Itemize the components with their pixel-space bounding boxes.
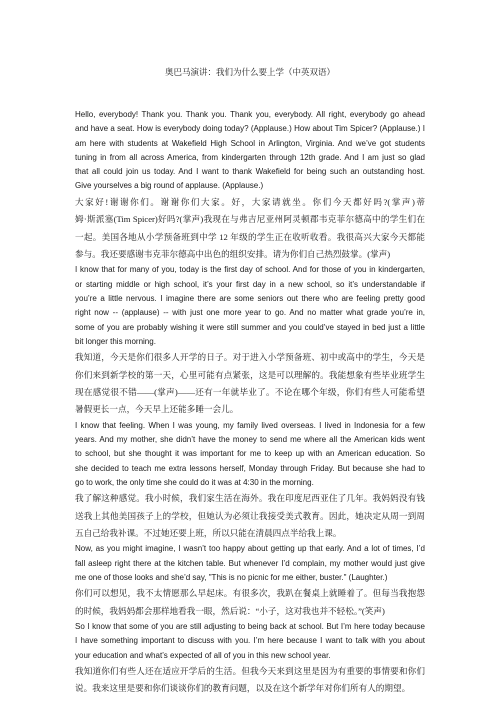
text-line: 大家好!谢谢你们。谢谢你们大家。好，大家请就坐。你们今天都好吗?(掌声)蒂 xyxy=(75,196,425,207)
chinese-paragraph xyxy=(75,194,425,264)
text-line: 我了解这种感觉。我小时候，我们家生活在海外。我在印度尼西亚住了几年。我妈妈没有钱 xyxy=(75,493,425,504)
text-line: years. And my mother, she didn’t have the money to send me where all the American kids went xyxy=(75,434,425,444)
text-line: 姆·斯派塞(Tim Spicer)好吗?(掌声)我现在与弗吉尼亚州阿灵顿郡韦克菲尔德高中的学生们在 xyxy=(75,214,425,225)
text-line: I have something important to discuss with you. I’m here because I want to talk with you about xyxy=(75,636,425,646)
text-line: some of you are probably wishing it were still summer and you could’ve stayed in bed just a little xyxy=(75,322,425,332)
text-line: 我知道，今天是你们很多人开学的日子。对于进入小学预备班、初中或高中的学生，今天是 xyxy=(75,352,425,363)
text-line: and have a seat. How is everybody doing today? (Applause.) How about Tim Spicer? (Applause.) I xyxy=(75,124,425,134)
chinese-paragraph xyxy=(75,490,425,542)
text-line: 五自己给我补课。不过她还要上班，所以只能在清晨四点半给我上课。 xyxy=(75,527,342,538)
text-line: you’re a little nervous. I imagine there are some seniors out there who are feeling pretty good xyxy=(75,293,425,303)
text-line: 参与。我还要感谢韦克菲尔德高中出色的组织安排。请为你们自己热烈鼓掌。(掌声) xyxy=(75,248,391,259)
text-line: go to work, the only time she could do it was at 4:30 in the morning. xyxy=(75,477,314,487)
chinese-paragraph xyxy=(75,663,425,698)
text-line: tuning in from all across America, from kindergarten through 12th grade. And I am just so glad xyxy=(75,152,425,162)
text-line: 的时候，我妈妈都会那样地看我一眼，然后说：“小子，这对我也并不轻松。”(笑声) xyxy=(75,605,385,616)
text-line: Give yourselves a big round of applause. (Applause.) xyxy=(75,181,264,191)
text-line: your education and what’s expected of all of you in this new school year. xyxy=(75,650,331,660)
text-line: Now, as you might imagine, I wasn’t too happy about getting up that early. And a lot of times, I’d xyxy=(75,544,425,554)
text-line: 我知道你们有些人还在适应开学后的生活。但我今天来到这里是因为有重要的事情要和你们 xyxy=(75,665,425,676)
text-line: fall asleep right there at the kitchen table. But whenever I’d complain, my mother would just give xyxy=(75,558,425,568)
text-line: So I know that some of you are still adjusting to being back at school. But I’m here today because xyxy=(75,622,425,632)
chinese-paragraph xyxy=(75,585,425,620)
text-line: 暑假更长一点，今天早上还能多睡一会儿。 xyxy=(75,404,239,415)
text-line: 你们来到新学校的第一天，心里可能有点紧张，这是可以理解的。我能想象有些毕业班学生 xyxy=(75,369,425,380)
text-line: she decided to teach me extra lessons herself, Monday through Friday. But because she had to xyxy=(75,463,425,473)
document-body xyxy=(75,108,425,698)
document-title: 奥巴马演讲：我们为什么要上学（中英双语） xyxy=(164,67,335,77)
text-line: 现在感觉很不错——(掌声)——还有一年就毕业了。不论在哪个年级，你们有些人可能希望 xyxy=(75,386,425,397)
text-line: to school, but she thought it was important for me to keep up with an American education. So xyxy=(75,449,425,459)
text-line: 送我上其他美国孩子上的学校，但她认为必须让我接受美式教育。因此，她决定从周一到周 xyxy=(75,510,425,521)
text-line: 一起。美国各地从小学预备班到中学 12 年级的学生正在收听收看。我很高兴大家今天都能 xyxy=(75,231,425,242)
chinese-paragraph xyxy=(75,349,425,419)
english-paragraph xyxy=(75,263,425,349)
text-line: I know that feeling. When I was young, my family lived overseas. I lived in Indonesia for a few xyxy=(75,420,425,430)
english-paragraph xyxy=(75,542,425,585)
text-line: I know that for many of you, today is the first day of school. And for those of you in kindergarten, xyxy=(75,265,425,275)
text-line: 你们可以想见，我不太情愿那么早起床。有很多次，我趴在餐桌上就睡着了。但每当我抱怨 xyxy=(75,588,425,599)
english-paragraph xyxy=(75,620,425,663)
text-line: Hello, everybody! Thank you. Thank you. Thank you, everybody. All right, everybody go ahead xyxy=(75,110,425,119)
english-paragraph xyxy=(75,108,425,194)
text-line: 说。我来这里是要和你们谈谈你们的教育问题，以及在这个新学年对你们所有人的期望。 xyxy=(75,683,411,694)
text-line: that all could join us today. And I want to thank Wakefield for being such an outstanding host. xyxy=(75,167,425,177)
text-line: am here with students at Wakefield High School in Arlington, Virginia. And we’ve got students xyxy=(75,138,425,148)
text-line: or starting middle or high school, it’s your first day in a new school, so it’s understandable if xyxy=(75,279,425,289)
text-line: right now -- (applause) -- with just one more year to go. And no matter what grade you’re in, xyxy=(75,308,425,318)
english-paragraph xyxy=(75,419,425,490)
text-line: bit longer this morning. xyxy=(75,336,156,346)
text-line: me one of those looks and she’d say, "This is no picnic for me either, buster." (Laughter.) xyxy=(75,572,388,582)
